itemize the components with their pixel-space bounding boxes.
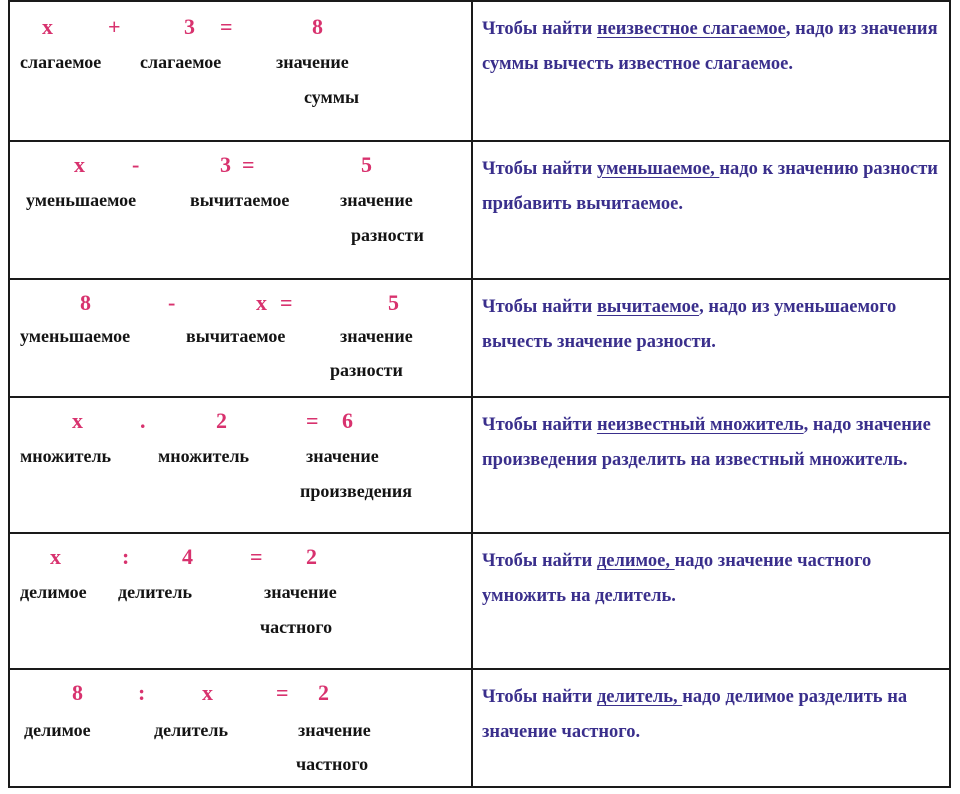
term-label: делитель [154, 720, 229, 740]
column-divider [471, 280, 473, 396]
term-label: значение [340, 190, 413, 210]
equation-operator: + [108, 14, 121, 39]
equation-equals: = [242, 152, 255, 177]
column-divider [471, 534, 473, 668]
column-divider [471, 398, 473, 532]
equation-operator: : [122, 544, 130, 569]
term-label: значение [264, 582, 337, 602]
table-row [10, 398, 949, 534]
rules-table [8, 0, 951, 788]
equation-operand: 8 [80, 290, 91, 315]
equation-cell [10, 670, 471, 786]
term-label: произведения [300, 481, 413, 501]
term-label: вычитаемое [186, 326, 286, 346]
equation-operand: 4 [182, 544, 193, 569]
term-label: частного [260, 617, 333, 637]
equation-unknown: x [74, 152, 85, 177]
equation-operator: . [140, 408, 146, 433]
rule-text: Чтобы найти делитель, надо делимое разделить на значение частного. [482, 687, 908, 742]
equation-unknown: x [72, 408, 83, 433]
equation-operand: 2 [216, 408, 227, 433]
equation-equals: = [220, 14, 233, 39]
equation-cell [10, 534, 471, 668]
equation-equals: = [276, 680, 289, 705]
equation-unknown: x [256, 290, 267, 315]
column-divider [471, 2, 473, 140]
rule-text: Чтобы найти неизвестное слагаемое, надо из значения суммы вычесть известное слагаемое. [482, 19, 938, 74]
table-row [10, 280, 949, 398]
equation-result: 5 [388, 290, 399, 315]
equation-cell [10, 398, 471, 532]
table-row [10, 534, 949, 670]
equation-operator: - [168, 290, 176, 315]
equation-equals: = [280, 290, 293, 315]
rule-term: делимое, [596, 551, 675, 571]
equation-operator: : [138, 680, 146, 705]
table-row [10, 142, 949, 280]
column-divider [471, 670, 473, 786]
rule-term: уменьшаемое, [596, 159, 720, 179]
term-label: делитель [118, 582, 193, 602]
term-label: слагаемое [140, 52, 222, 72]
term-label: значение [298, 720, 371, 740]
rule-term: делитель, [596, 687, 683, 707]
rule-text: Чтобы найти вычитаемое, надо из уменьшаемого вычесть значение разности. [482, 297, 897, 352]
term-label: значение [276, 52, 349, 72]
equation-result: 6 [342, 408, 353, 433]
term-label: суммы [304, 87, 360, 107]
column-divider [471, 142, 473, 278]
term-label: множитель [158, 446, 250, 466]
term-label: вычитаемое [190, 190, 290, 210]
rule-text: Чтобы найти неизвестный множитель, надо значение произведения разделить на известный множитель. [482, 415, 931, 470]
equation-unknown: x [42, 14, 53, 39]
equation-equals: = [250, 544, 263, 569]
term-label: уменьшаемое [26, 190, 137, 210]
equation-equals: = [306, 408, 319, 433]
equation-result: 8 [312, 14, 323, 39]
term-label: делимое [24, 720, 91, 740]
term-label: уменьшаемое [20, 326, 131, 346]
equation-operand: 8 [72, 680, 83, 705]
equation-operand: 3 [184, 14, 195, 39]
equation-result: 2 [318, 680, 329, 705]
rule-term: неизвестное слагаемое [596, 19, 786, 39]
table-row [10, 2, 949, 142]
equation-unknown: x [50, 544, 61, 569]
table-row [10, 670, 949, 786]
equation-cell [10, 280, 471, 396]
equation-cell [10, 2, 471, 140]
term-label: частного [296, 754, 369, 774]
equation-unknown: x [202, 680, 213, 705]
rule-text: Чтобы найти уменьшаемое, надо к значению разности прибавить вычитаемое. [482, 159, 938, 214]
term-label: разности [351, 225, 424, 245]
term-label: значение [306, 446, 379, 466]
equation-operand: 3 [220, 152, 231, 177]
rule-text: Чтобы найти делимое, надо значение частного умножить на делитель. [482, 551, 872, 606]
term-label: делимое [20, 582, 87, 602]
term-label: множитель [20, 446, 112, 466]
rule-term: вычитаемое [596, 297, 700, 317]
equation-result: 5 [361, 152, 372, 177]
term-label: значение [340, 326, 413, 346]
equation-operator: - [132, 152, 140, 177]
equation-result: 2 [306, 544, 317, 569]
term-label: разности [330, 360, 403, 380]
rule-term: неизвестный множитель [596, 415, 804, 435]
equation-cell [10, 142, 471, 278]
term-label: слагаемое [20, 52, 102, 72]
